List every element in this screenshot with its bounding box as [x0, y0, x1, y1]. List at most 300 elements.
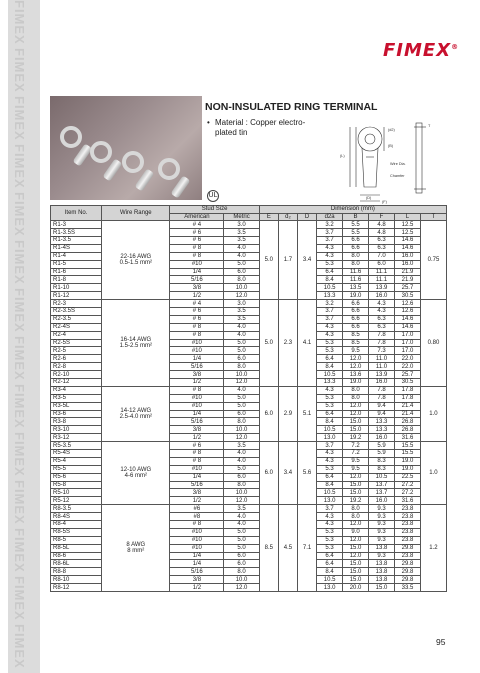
wire-range-mm: 8 mm² [127, 548, 145, 555]
f-cell: 4.3 [369, 300, 395, 308]
l-cell: 22.0 [394, 355, 420, 363]
b-cell: 19.2 [343, 497, 369, 505]
f-cell: 6.3 [369, 236, 395, 244]
d2a-cell: 5.3 [317, 402, 343, 410]
material-note: • Material : Copper electro-plated tin [207, 118, 306, 137]
l-cell: 22.0 [394, 363, 420, 371]
metric-cell: 5.0 [224, 465, 259, 473]
f-cell: 7.0 [369, 252, 395, 260]
technical-drawing [330, 117, 455, 205]
d2a-cell: 4.3 [317, 331, 343, 339]
b-cell: 8.0 [343, 386, 369, 394]
l-cell: 23.8 [394, 505, 420, 513]
f-cell: 13.9 [369, 284, 395, 292]
american-cell: 3/8 [170, 489, 224, 497]
material-text: Material : Copper electro-plated tin [215, 118, 306, 137]
item-number-cell: R3-8 [51, 418, 102, 426]
l-cell: 29.8 [394, 568, 420, 576]
metric-cell: 4.0 [224, 457, 259, 465]
d2a-cell: 13.0 [317, 497, 343, 505]
metric-cell: 5.0 [224, 260, 259, 268]
american-cell: #10 [170, 339, 224, 347]
american-cell: #10 [170, 528, 224, 536]
wire-range-cell [102, 505, 170, 592]
l-cell: 16.0 [394, 260, 420, 268]
t-cell: 0.80 [420, 300, 446, 387]
american-cell: 5/16 [170, 363, 224, 371]
b-cell: 19.0 [343, 379, 369, 387]
f-cell: 9.3 [369, 552, 395, 560]
l-cell: 21.4 [394, 402, 420, 410]
american-cell: #10 [170, 544, 224, 552]
f-cell: 6.3 [369, 323, 395, 331]
metric-cell: 10.0 [224, 284, 259, 292]
l-cell: 27.2 [394, 481, 420, 489]
col-item: Item No. [51, 206, 102, 221]
f-cell: 13.8 [369, 568, 395, 576]
l-cell: 12.6 [394, 307, 420, 315]
item-number-cell: R3-12 [51, 434, 102, 442]
d2a-cell: 5.3 [317, 544, 343, 552]
d2a-cell: 4.3 [317, 252, 343, 260]
metric-cell: 8.0 [224, 276, 259, 284]
american-cell: #8 [170, 513, 224, 521]
metric-cell: 5.0 [224, 394, 259, 402]
e-cell: 6.0 [259, 386, 278, 441]
l-cell: 25.7 [394, 371, 420, 379]
e-cell: 6.0 [259, 442, 278, 505]
f-cell: 5.9 [369, 450, 395, 458]
american-cell: 1/2 [170, 497, 224, 505]
d2a-cell: 5.3 [317, 347, 343, 355]
b-cell: 15.0 [343, 560, 369, 568]
svg-text:Chamfer: Chamfer [390, 174, 405, 178]
watermark-text: FIMEX [12, 48, 27, 93]
col-stud-size: Stud Size [170, 206, 259, 214]
f-cell: 9.3 [369, 536, 395, 544]
d2a-cell: 8.4 [317, 568, 343, 576]
d2-cell: 3.4 [278, 442, 297, 505]
col-metric: Metric [224, 213, 259, 221]
metric-cell: 3.5 [224, 442, 259, 450]
metric-cell: 8.0 [224, 418, 259, 426]
item-number-cell: R8-12 [51, 584, 102, 592]
d2a-cell: 4.3 [317, 513, 343, 521]
b-cell: 19.2 [343, 434, 369, 442]
f-cell: 13.8 [369, 560, 395, 568]
f-cell: 4.3 [369, 307, 395, 315]
b-cell: 19.0 [343, 292, 369, 300]
d2a-cell: 3.2 [317, 300, 343, 308]
metric-cell: 3.5 [224, 236, 259, 244]
watermark-text: FIMEX [12, 576, 27, 621]
metric-cell: 3.5 [224, 505, 259, 513]
item-number-cell: R2-4 [51, 331, 102, 339]
b-cell: 12.0 [343, 552, 369, 560]
american-cell: 5/16 [170, 276, 224, 284]
col-wire-range: Wire Range [102, 206, 170, 221]
wire-range-awg: 14-12 AWG [120, 408, 152, 414]
american-cell: #10 [170, 394, 224, 402]
metric-cell: 4.0 [224, 513, 259, 521]
wire-range-cell [102, 221, 170, 300]
american-cell: 1/4 [170, 268, 224, 276]
f-cell: 16.0 [369, 497, 395, 505]
item-number-cell: R8-6L [51, 560, 102, 568]
watermark-text: FIMEX [12, 624, 27, 669]
watermark-text: FIMEX [12, 0, 27, 45]
item-number-cell: R8-5 [51, 536, 102, 544]
metric-cell: 3.0 [224, 300, 259, 308]
l-cell: 12.5 [394, 229, 420, 237]
l-cell: 19.0 [394, 465, 420, 473]
l-cell: 23.8 [394, 536, 420, 544]
d2a-cell: 4.3 [317, 521, 343, 529]
item-number-cell: R8-5S [51, 528, 102, 536]
d2a-cell: 4.3 [317, 244, 343, 252]
item-number-cell: R1-3.5S [51, 229, 102, 237]
american-cell: # 8 [170, 331, 224, 339]
b-cell: 15.0 [343, 489, 369, 497]
wire-range-awg: 12-10 AWG [120, 467, 152, 474]
item-number-cell: R2-6 [51, 355, 102, 363]
american-cell: # 6 [170, 307, 224, 315]
b-cell: 15.0 [343, 568, 369, 576]
col-f: F [369, 213, 395, 221]
b-cell: 12.0 [343, 410, 369, 418]
f-cell: 8.3 [369, 465, 395, 473]
f-cell: 13.8 [369, 544, 395, 552]
d2a-cell: 5.3 [317, 536, 343, 544]
item-number-cell: R5-6 [51, 473, 102, 481]
b-cell: 6.6 [343, 236, 369, 244]
b-cell: 12.0 [343, 402, 369, 410]
d2a-cell: 13.3 [317, 379, 343, 387]
l-cell: 25.7 [394, 284, 420, 292]
american-cell: 1/4 [170, 473, 224, 481]
item-number-cell: R1-10 [51, 284, 102, 292]
metric-cell: 5.0 [224, 536, 259, 544]
f-cell: 13.7 [369, 489, 395, 497]
item-number-cell: R8-4S [51, 513, 102, 521]
t-cell: 0.75 [420, 221, 446, 300]
f-cell: 9.4 [369, 402, 395, 410]
metric-cell: 4.0 [224, 521, 259, 529]
svg-text:(L): (L) [340, 154, 345, 158]
d2a-cell: 6.4 [317, 268, 343, 276]
col-b: B [343, 213, 369, 221]
l-cell: 23.8 [394, 513, 420, 521]
l-cell: 26.8 [394, 426, 420, 434]
metric-cell: 10.0 [224, 576, 259, 584]
d2a-cell: 3.7 [317, 236, 343, 244]
l-cell: 15.5 [394, 450, 420, 458]
b-cell: 9.5 [343, 347, 369, 355]
b-cell: 6.6 [343, 323, 369, 331]
wire-range-mm: 1.5-2.5 mm² [119, 342, 152, 349]
item-number-cell: R1-3.5 [51, 236, 102, 244]
l-cell: 30.5 [394, 292, 420, 300]
american-cell: #10 [170, 347, 224, 355]
svg-text:T: T [428, 124, 431, 128]
american-cell: # 8 [170, 521, 224, 529]
b-cell: 11.6 [343, 268, 369, 276]
ul-certification-icon: UL [207, 190, 219, 202]
metric-cell: 12.0 [224, 497, 259, 505]
f-cell: 9.3 [369, 521, 395, 529]
col-t: T [420, 213, 446, 221]
col-l: L [394, 213, 420, 221]
l-cell: 27.2 [394, 489, 420, 497]
wire-range-awg: 22-16 AWG [120, 254, 152, 261]
item-number-cell: R2-10 [51, 371, 102, 379]
american-cell: 3/8 [170, 576, 224, 584]
l-cell: 29.8 [394, 544, 420, 552]
table-row [51, 221, 447, 229]
metric-cell: 6.0 [224, 552, 259, 560]
metric-cell: 6.0 [224, 410, 259, 418]
b-cell: 6.6 [343, 315, 369, 323]
d2a-cell: 4.3 [317, 323, 343, 331]
b-cell: 8.0 [343, 513, 369, 521]
watermark-text: FIMEX [12, 96, 27, 141]
wire-range-awg: 16-14 AWG [120, 336, 152, 343]
item-number-cell: R2-8 [51, 363, 102, 371]
metric-cell: 10.0 [224, 371, 259, 379]
f-cell: 4.8 [369, 229, 395, 237]
table-row [51, 442, 447, 450]
page-title: NON-INSULATED RING TERMINAL [205, 101, 378, 113]
item-number-cell: R5-8 [51, 481, 102, 489]
metric-cell: 6.0 [224, 560, 259, 568]
watermark-text: FIMEX [12, 528, 27, 573]
d2a-cell: 3.7 [317, 229, 343, 237]
b-cell: 13.6 [343, 371, 369, 379]
f-cell: 7.8 [369, 394, 395, 402]
d-cell: 5.1 [298, 386, 317, 441]
f-cell: 6.3 [369, 244, 395, 252]
l-cell: 15.5 [394, 442, 420, 450]
b-cell: 12.0 [343, 536, 369, 544]
page-number: 95 [436, 637, 446, 647]
l-cell: 14.6 [394, 323, 420, 331]
d2a-cell: 8.4 [317, 276, 343, 284]
metric-cell: 4.0 [224, 450, 259, 458]
item-number-cell: R2-12 [51, 379, 102, 387]
e-cell: 5.0 [259, 300, 278, 387]
watermark-column [8, 0, 40, 673]
item-number-cell: R2-5S [51, 339, 102, 347]
american-cell: 3/8 [170, 371, 224, 379]
b-cell: 13.5 [343, 284, 369, 292]
item-number-cell: R5-4S [51, 450, 102, 458]
col-e: E [259, 213, 278, 221]
metric-cell: 5.0 [224, 528, 259, 536]
f-cell: 8.3 [369, 457, 395, 465]
d2-cell: 2.9 [278, 386, 297, 441]
b-cell: 15.0 [343, 481, 369, 489]
d-cell: 7.1 [298, 505, 317, 592]
metric-cell: 10.0 [224, 489, 259, 497]
d2a-cell: 3.7 [317, 442, 343, 450]
b-cell: 15.0 [343, 418, 369, 426]
l-cell: 31.6 [394, 497, 420, 505]
metric-cell: 12.0 [224, 434, 259, 442]
l-cell: 29.8 [394, 576, 420, 584]
f-cell: 13.7 [369, 481, 395, 489]
l-cell: 17.8 [394, 394, 420, 402]
b-cell: 12.0 [343, 355, 369, 363]
l-cell: 21.9 [394, 268, 420, 276]
item-number-cell: R8-5L [51, 544, 102, 552]
wire-range-awg: 8 AWG [126, 542, 146, 549]
watermark-text: FIMEX [12, 336, 27, 381]
d2a-cell: 13.0 [317, 434, 343, 442]
d2a-cell: 4.3 [317, 450, 343, 458]
b-cell: 15.0 [343, 544, 369, 552]
metric-cell: 6.0 [224, 268, 259, 276]
american-cell: 1/4 [170, 355, 224, 363]
l-cell: 26.8 [394, 418, 420, 426]
f-cell: 9.4 [369, 410, 395, 418]
col-american: American [170, 213, 224, 221]
item-number-cell: R3-4 [51, 386, 102, 394]
f-cell: 16.0 [369, 292, 395, 300]
american-cell: 5/16 [170, 481, 224, 489]
item-number-cell: R3-5L [51, 402, 102, 410]
d2a-cell: 4.3 [317, 457, 343, 465]
watermark-text: FIMEX [12, 144, 27, 189]
l-cell: 22.5 [394, 473, 420, 481]
f-cell: 9.3 [369, 505, 395, 513]
f-cell: 7.8 [369, 331, 395, 339]
item-number-cell: R8-3.5 [51, 505, 102, 513]
b-cell: 8.0 [343, 505, 369, 513]
metric-cell: 8.0 [224, 481, 259, 489]
table-row [51, 505, 447, 513]
d2a-cell: 3.7 [317, 315, 343, 323]
american-cell: #10 [170, 536, 224, 544]
svg-text:(B): (B) [388, 144, 394, 148]
d2-cell: 1.7 [278, 221, 297, 300]
f-cell: 11.0 [369, 355, 395, 363]
l-cell: 14.6 [394, 236, 420, 244]
d2a-cell: 3.2 [317, 221, 343, 229]
l-cell: 14.6 [394, 315, 420, 323]
d2a-cell: 10.5 [317, 284, 343, 292]
f-cell: 7.8 [369, 386, 395, 394]
col-d2: d₂ [278, 213, 297, 221]
d2a-cell: 5.3 [317, 465, 343, 473]
l-cell: 21.4 [394, 410, 420, 418]
item-number-cell: R3-10 [51, 426, 102, 434]
metric-cell: 8.0 [224, 363, 259, 371]
f-cell: 11.1 [369, 276, 395, 284]
l-cell: 19.0 [394, 457, 420, 465]
american-cell: 5/16 [170, 418, 224, 426]
b-cell: 15.0 [343, 576, 369, 584]
e-cell: 5.0 [259, 221, 278, 300]
svg-text:(F): (F) [382, 200, 387, 204]
l-cell: 23.8 [394, 528, 420, 536]
f-cell: 6.3 [369, 315, 395, 323]
watermark-text: FIMEX [12, 192, 27, 237]
l-cell: 23.8 [394, 552, 420, 560]
d-cell: 4.1 [298, 300, 317, 387]
l-cell: 30.5 [394, 379, 420, 387]
d2a-cell: 10.5 [317, 576, 343, 584]
item-number-cell: R1-5 [51, 260, 102, 268]
f-cell: 7.8 [369, 339, 395, 347]
watermark-text: FIMEX [12, 432, 27, 477]
d2a-cell: 8.4 [317, 363, 343, 371]
b-cell: 8.0 [343, 394, 369, 402]
metric-cell: 4.0 [224, 252, 259, 260]
svg-text:(d2): (d2) [388, 128, 395, 132]
l-cell: 16.0 [394, 252, 420, 260]
american-cell: # 8 [170, 252, 224, 260]
american-cell: # 6 [170, 315, 224, 323]
t-cell: 1.2 [420, 505, 446, 592]
item-number-cell: R1-3 [51, 221, 102, 229]
d-cell: 5.6 [298, 442, 317, 505]
metric-cell: 6.0 [224, 355, 259, 363]
metric-cell: 3.5 [224, 315, 259, 323]
svg-text:Wire Dia.: Wire Dia. [390, 162, 406, 166]
b-cell: 12.0 [343, 521, 369, 529]
american-cell: #10 [170, 260, 224, 268]
b-cell: 12.0 [343, 473, 369, 481]
table-row [51, 386, 447, 394]
l-cell: 12.5 [394, 221, 420, 229]
metric-cell: 5.0 [224, 544, 259, 552]
metric-cell: 4.0 [224, 323, 259, 331]
american-cell: #10 [170, 465, 224, 473]
metric-cell: 3.0 [224, 221, 259, 229]
f-cell: 16.0 [369, 379, 395, 387]
american-cell: # 8 [170, 323, 224, 331]
american-cell: 1/4 [170, 410, 224, 418]
b-cell: 6.6 [343, 307, 369, 315]
metric-cell: 8.0 [224, 568, 259, 576]
american-cell: 1/2 [170, 434, 224, 442]
b-cell: 8.5 [343, 339, 369, 347]
american-cell: 5/16 [170, 568, 224, 576]
metric-cell: 4.0 [224, 386, 259, 394]
f-cell: 15.0 [369, 584, 395, 592]
wire-range-cell [102, 300, 170, 387]
item-number-cell: R8-8 [51, 568, 102, 576]
item-number-cell: R5-4 [51, 457, 102, 465]
american-cell: 1/4 [170, 552, 224, 560]
l-cell: 33.5 [394, 584, 420, 592]
wire-range-mm: 2.5-4.0 mm² [119, 414, 152, 420]
l-cell: 17.8 [394, 386, 420, 394]
f-cell: 11.0 [369, 363, 395, 371]
l-cell: 17.0 [394, 339, 420, 347]
metric-cell: 4.0 [224, 244, 259, 252]
b-cell: 8.0 [343, 260, 369, 268]
d2a-cell: 6.4 [317, 410, 343, 418]
american-cell: # 8 [170, 457, 224, 465]
wire-range-cell [102, 442, 170, 505]
l-cell: 17.0 [394, 347, 420, 355]
l-cell: 12.6 [394, 300, 420, 308]
f-cell: 13.8 [369, 576, 395, 584]
d2a-cell: 10.5 [317, 371, 343, 379]
american-cell: # 6 [170, 442, 224, 450]
b-cell: 8.0 [343, 252, 369, 260]
